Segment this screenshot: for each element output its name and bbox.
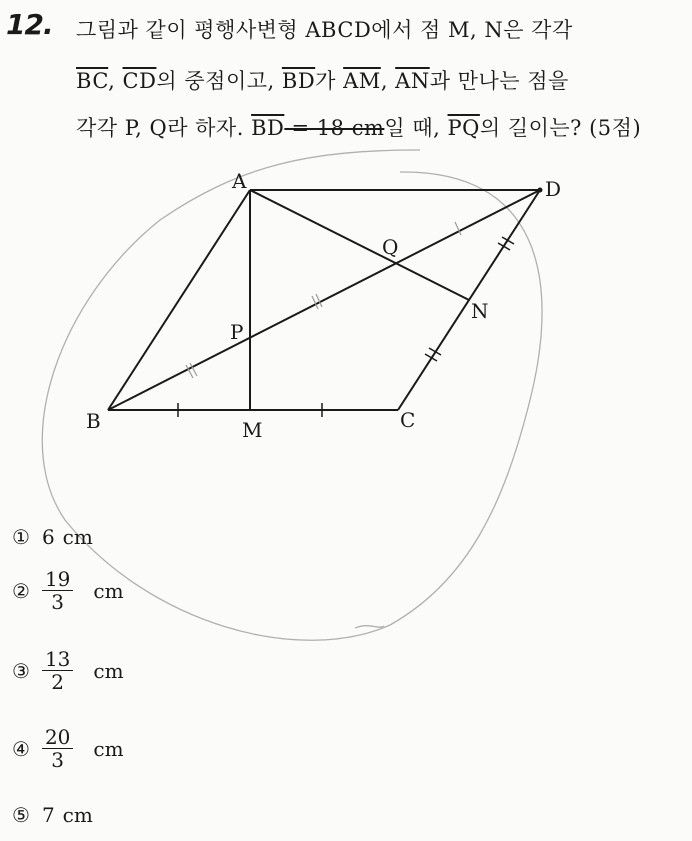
choice-4[interactable] (12, 726, 124, 771)
choice-1[interactable] (12, 525, 93, 549)
numerator: 20 (42, 726, 73, 749)
denominator: 3 (51, 590, 65, 614)
choice-marker: ③ (12, 658, 30, 683)
choice-marker: ④ (12, 736, 30, 761)
separator: , (108, 69, 123, 93)
numerator: 19 (42, 568, 73, 591)
denominator: 3 (51, 748, 65, 772)
unit: cm (93, 658, 124, 683)
choice-marker: ⑤ (12, 803, 30, 827)
label-b: B (86, 409, 101, 433)
choice-marker: ② (12, 578, 30, 603)
segment-cd: $\overline{CD}$ (122, 69, 157, 93)
question-number: 12. (6, 8, 53, 41)
given-length: = 18 cm (284, 116, 385, 140)
text: 가 (315, 69, 344, 93)
text: 일 때, (384, 116, 448, 140)
numerator: 13 (42, 648, 73, 671)
choice-2[interactable] (12, 568, 124, 613)
text: 의 중점이고, (156, 69, 282, 93)
segment-an-line (250, 190, 469, 300)
denominator: 2 (51, 670, 65, 694)
label-m: M (242, 418, 263, 442)
unit: cm (93, 578, 124, 603)
label-n: N (471, 299, 489, 323)
text: 의 길이는? (5점) (479, 116, 642, 140)
choice-marker: ① (12, 525, 30, 549)
segment-bc: $\overline{BC}$ (76, 69, 109, 93)
label-p: P (230, 320, 244, 344)
choice-5[interactable] (12, 803, 93, 827)
text: 각각 P, Q라 하자. (76, 116, 252, 140)
choice-value: 7 cm (41, 803, 93, 827)
unit: cm (93, 736, 124, 761)
label-d: D (545, 177, 562, 201)
text: 과 만나는 점을 (429, 69, 569, 93)
pencil-stroke (355, 626, 384, 628)
point-d-dot (538, 188, 543, 193)
choice-value: 6 cm (41, 525, 93, 549)
segment-an: $\overline{AN}$ (395, 69, 430, 93)
side-ab (108, 190, 250, 410)
question-line-1: 그림과 같이 평행사변형 ABCD에서 점 M, N은 각각 (76, 18, 573, 42)
segment-bd: $\overline{BD}$ (251, 116, 285, 140)
label-c: C (400, 408, 416, 432)
segment-am: $\overline{AM}$ (343, 69, 381, 93)
fraction (42, 726, 73, 771)
segment-bd: $\overline{BD}$ (281, 69, 316, 93)
fraction (42, 568, 73, 613)
choice-3[interactable] (12, 648, 124, 693)
label-a: A (232, 169, 247, 193)
label-q: Q (382, 235, 399, 259)
separator: , (380, 69, 396, 93)
fraction (42, 648, 73, 693)
segment-pq: $\overline{PQ}$ (447, 116, 480, 140)
